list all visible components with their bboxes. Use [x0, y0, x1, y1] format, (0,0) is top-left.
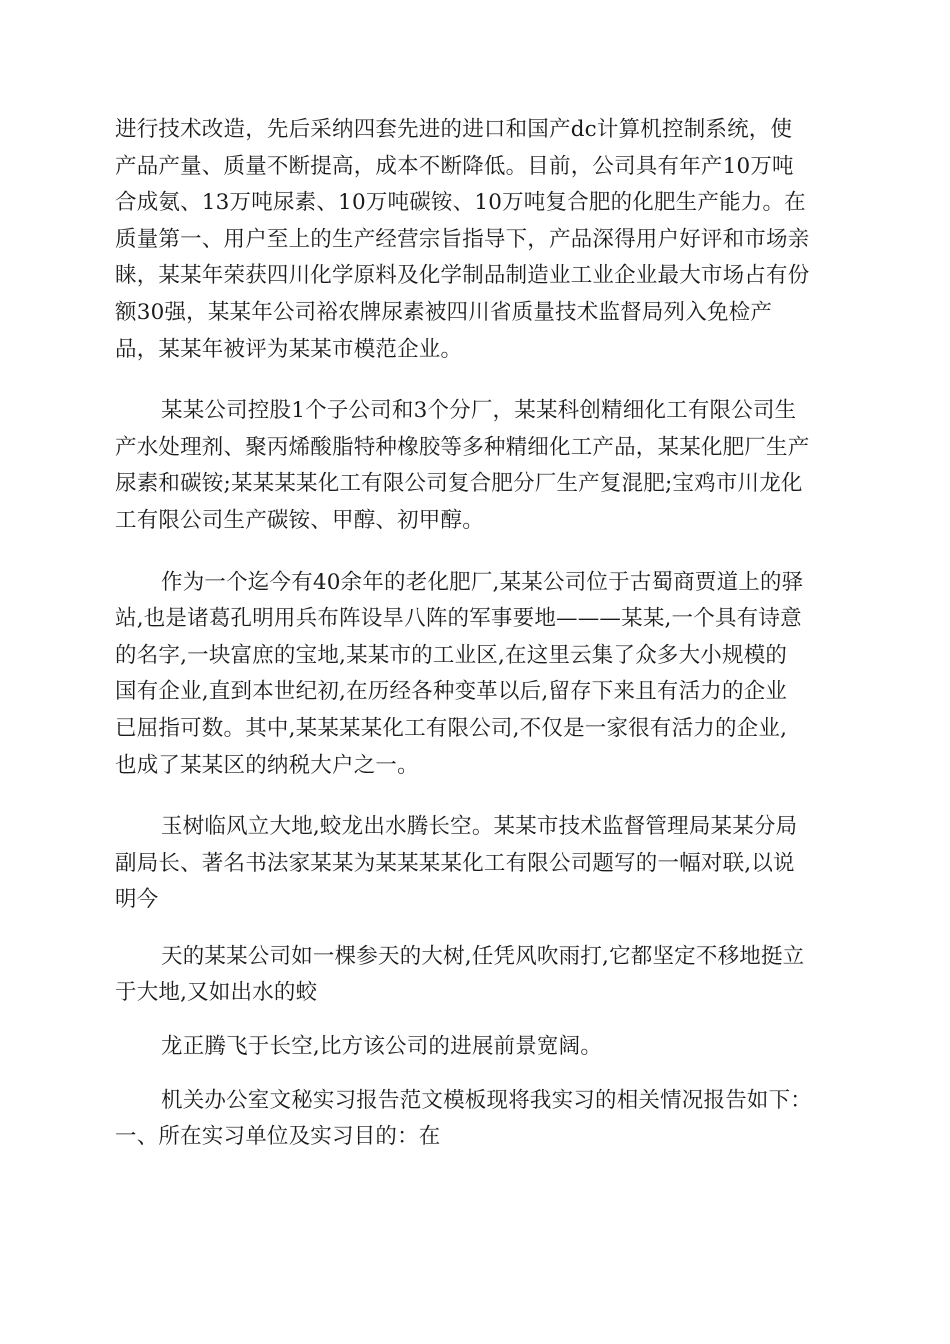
text-line: 也成了某某区的纳税大户之一。 — [115, 752, 419, 778]
text-line: 尿素和碳铵;某某某某化工有限公司复合肥分厂生产复混肥;宝鸡市川龙化 — [115, 471, 803, 497]
text-line: 产水处理剂、聚丙烯酸脂特种橡胶等多种精细化工产品，某某化肥厂生产 — [115, 434, 810, 460]
paragraph-internship-report — [115, 1083, 835, 1156]
text-line: 国有企业,直到本世纪初,在历经各种变革以后,留存下来且有活力的企业 — [115, 679, 788, 705]
text-line: 一、所在实习单位及实习目的：在 — [115, 1124, 441, 1150]
document-page — [115, 112, 835, 1156]
text-line: 进行技术改造，先后采纳四套先进的进口和国产dc计算机控制系统，使 — [115, 117, 793, 142]
text-line: 已屈指可数。其中,某某某某化工有限公司,不仅是一家很有活力的企业, — [115, 715, 788, 741]
text-line: 机关办公室文秘实习报告范文模板现将我实习的相关情况报告如下： — [161, 1087, 813, 1113]
text-line: 副局长、著名书法家某某为某某某某化工有限公司题写的一幅对联,以说 — [115, 850, 795, 876]
text-line: 某某公司控股1个子公司和3个分厂，某某科创精细化工有限公司生 — [161, 398, 797, 424]
text-line: 产品产量、质量不断提高，成本不断降低。目前，公司具有年产10万吨 — [115, 153, 794, 179]
text-line: 合成氨、13万吨尿素、10万吨碳铵、10万吨复合肥的化肥生产能力。在 — [115, 190, 806, 216]
text-line: 质量第一、用户至上的生产经营宗旨指导下，产品深得用户好评和市场亲 — [115, 226, 810, 252]
text-line: 玉树临风立大地,蛟龙出水腾长空。某某市技术监督管理局某某分局 — [161, 814, 798, 840]
paragraph-subsidiaries — [115, 393, 835, 539]
paragraph-couplet — [115, 809, 835, 919]
text-line: 品，某某年被评为某某市模范企业。 — [115, 336, 463, 362]
text-line: 工有限公司生产碳铵、甲醇、初甲醇。 — [115, 507, 484, 533]
text-line: 的名字,一块富庶的宝地,某某市的工业区,在这里云集了众多大小规模的 — [115, 642, 788, 668]
text-line: 额30强，某某年公司裕农牌尿素被四川省质量技术监督局列入免检产 — [115, 299, 773, 325]
text-line: 站,也是诸葛孔明用兵布阵设旱八阵的军事要地———某某,一个具有诗意 — [115, 606, 802, 632]
paragraph-tree-metaphor — [115, 939, 835, 1012]
text-line: 明今 — [115, 887, 159, 913]
text-line: 睐，某某年荣获四川化学原料及化学制品制造业工业企业最大市场占有份 — [115, 263, 810, 289]
paragraph-history — [115, 565, 835, 785]
paragraph-company-overview — [115, 112, 835, 368]
text-line: 作为一个迄今有40余年的老化肥厂,某某公司位于古蜀商贾道上的驿 — [161, 569, 804, 595]
text-line: 于大地,又如出水的蛟 — [115, 980, 318, 1006]
paragraph-dragon-metaphor — [115, 1029, 835, 1066]
text-line: 天的某某公司如一棵参天的大树,任凭风吹雨打,它都坚定不移地挺立 — [161, 943, 805, 969]
text-line: 龙正腾飞于长空,比方该公司的进展前景宽阔。 — [161, 1034, 603, 1060]
